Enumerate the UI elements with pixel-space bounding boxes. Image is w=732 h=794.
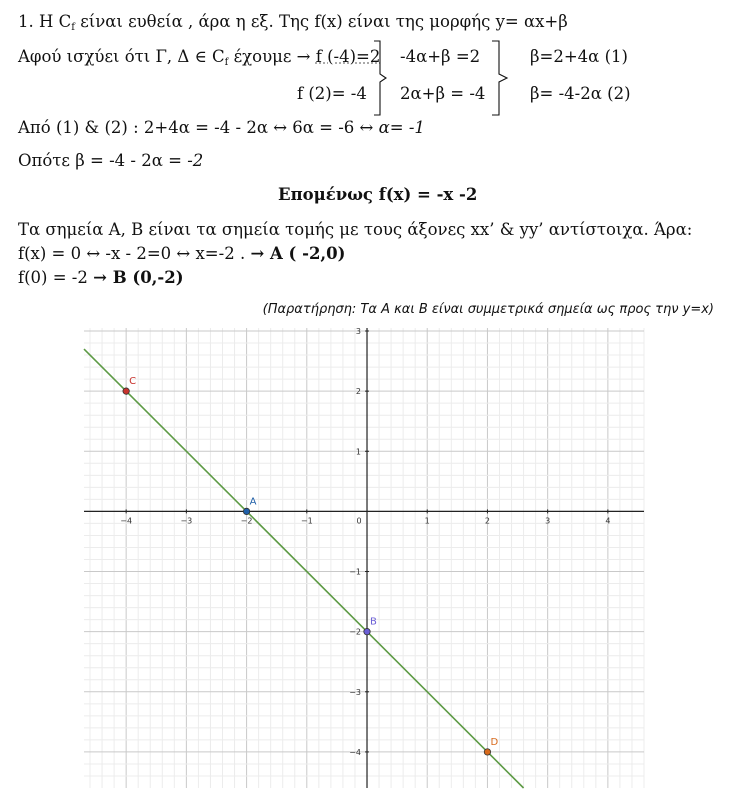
point-C: [123, 388, 129, 394]
line-8: f(0) = -2 → B (0,-2): [18, 268, 184, 287]
y-tick-label: −3: [349, 687, 362, 697]
point-B: [364, 628, 370, 634]
point-label-B: B: [370, 616, 377, 628]
note: (Παρατήρηση: Τα Α και Β είναι συμμετρικά σημεία ως προς την y=x): [262, 302, 714, 317]
x-tick-label: −3: [180, 516, 193, 526]
point-label-C: C: [129, 376, 137, 388]
grid: [84, 328, 644, 788]
x-tick-label: 4: [605, 516, 611, 526]
point-A: [243, 508, 249, 514]
line-2: Αφού ισχύει ότι Γ, Δ ∈ $C_f$ έχουμε → f (-4)=2: [18, 47, 381, 68]
point-label-A: A: [249, 496, 257, 508]
x-tick-label: 0: [356, 516, 362, 526]
conclusion: Επομένως f(x) = -x -2: [278, 185, 478, 204]
line-4: Οπότε β = -4 - 2α = -2: [18, 151, 204, 170]
line-1: 1. Η $C_f$ είναι ευθεία , άρα η εξ. Της f(x) είναι της μορφής y= αx+β: [18, 12, 568, 33]
y-tick-label: 1: [355, 447, 362, 457]
point-D: [484, 749, 490, 755]
y-tick-label: 2: [355, 387, 362, 397]
y-tick-label: −4: [349, 747, 362, 757]
y-tick-label: −1: [349, 567, 362, 577]
x-tick-label: −2: [240, 516, 253, 526]
x-tick-label: 3: [545, 516, 551, 526]
line-7: f(x) = 0 ↔ -x - 2=0 ↔ x=-2 . → A ( -2,0): [18, 244, 346, 263]
equation-right-2: β= -4-2α (2): [530, 84, 631, 103]
line-6: Τα σημεία Α, Β είναι τα σημεία τομής με τους άξονες xx’ & yy’ αντίστοιχα. Άρα:: [18, 220, 693, 239]
point-label-D: D: [490, 736, 499, 748]
equation-mid-1: -4α+β =2: [400, 47, 481, 66]
x-tick-label: −4: [120, 516, 133, 526]
x-tick-label: 1: [424, 516, 430, 526]
y-tick-label: 3: [355, 327, 362, 337]
line-3: Από (1) & (2) : 2+4α = -4 - 2α ↔ 6α = -6 ↔ α= -1: [18, 118, 425, 137]
x-tick-label: −1: [300, 516, 313, 526]
equation-f2: f (2)= -4: [297, 84, 367, 103]
equation-mid-2: 2α+β = -4: [400, 84, 486, 103]
x-tick-label: 2: [484, 516, 490, 526]
y-tick-label: −2: [349, 627, 362, 637]
points: [123, 376, 498, 755]
equation-right-1: β=2+4α (1): [530, 47, 628, 66]
